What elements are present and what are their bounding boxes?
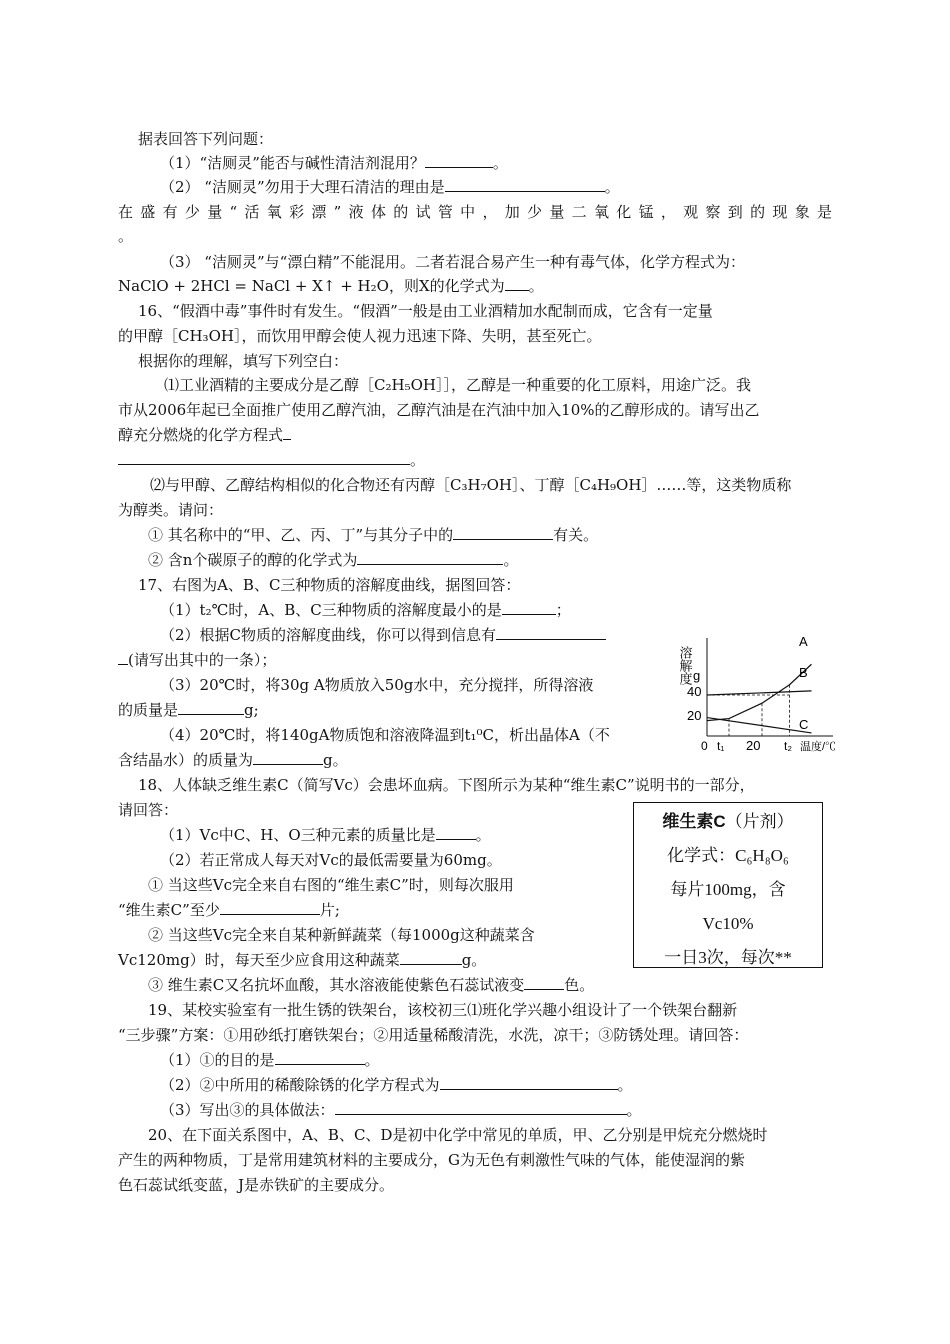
curve-label-b: B [799, 665, 808, 680]
solubility-chart [677, 632, 853, 756]
answer-blank[interactable] [453, 524, 553, 540]
question-19-3: （3）写出③的具体做法： 。 [160, 1101, 642, 1119]
text-line: NaClO + 2HCl = NaCl + X↑ + H₂O，则X的化学式为 。 [118, 277, 544, 295]
text-line: 请回答： [118, 801, 179, 819]
question-16-2-b: ② 含n个碳原子的醇的化学式为 。 [148, 551, 519, 569]
text-line: 的质量是 g; [118, 701, 259, 719]
question-19-1: （1）①的目的是 。 [160, 1051, 380, 1069]
question-19-2: （2）②中所用的稀酸除锈的化学方程式为 。 [160, 1076, 633, 1094]
answer-blank[interactable] [436, 824, 476, 840]
answer-blank[interactable] [253, 749, 323, 765]
answer-blank[interactable] [178, 699, 244, 715]
x-tick-label: 0 [701, 739, 708, 753]
answer-blank[interactable] [445, 176, 605, 192]
question-17: 17、右图为A、B、C三种物质的溶解度曲线，据图回答： [138, 576, 521, 594]
curve-c [707, 718, 812, 733]
answer-blank[interactable] [496, 624, 606, 640]
answer-blank[interactable] [118, 649, 128, 665]
question-19: 19、某校实验室有一批生锈的铁架台，该校初三⑴班化学兴趣小组设计了一个铁架台翻新 [148, 1001, 738, 1019]
answer-blank[interactable] [118, 449, 410, 465]
question-20: 20、在下面关系图中，A、B、C、D是初中化学中常见的单质，甲、乙分别是甲烷充分燃烧时 [148, 1126, 768, 1144]
question-18-2-c: ③ 维生素C又名抗坏血酸，其水溶液能使紫色石蕊试液变 色。 [148, 976, 595, 994]
question-17-2: （2）根据C物质的溶解度曲线，你可以得到信息有 [160, 624, 606, 646]
y-axis-unit: g [693, 668, 701, 683]
question-16-1: ⑴工业酒精的主要成分是乙醇［C₂H₅OH］］，乙醇是一种重要的化工原料，用途广泛。我 [164, 376, 751, 394]
text-line: Vc120mg）时，每天至少应食用这种蔬菜 g。 [118, 951, 487, 969]
text-line: 含结晶水）的质量为 g。 [118, 751, 348, 769]
question-18-2-a: ① 当这些Vc完全来自右图的“维生素C”时，则每次服用 [148, 876, 514, 894]
text-line: 在盛有少量“活氧彩漂”液体的试管中，加少量二氧化锰，观察到的现象是 [118, 203, 832, 221]
label-formula: 化学式：C₆H₈O₆ [667, 846, 789, 865]
text-line: 市从2006年起已全面推广使用乙醇汽油，乙醇汽油是在汽油中加入10%的乙醇形成的。请写出乙 [118, 401, 760, 419]
question-16-2-a: ① 其名称中的“甲、乙、丙、丁”与其分子中的 有关。 [148, 526, 599, 544]
text-line: 产生的两种物质，丁是常用建筑材料的主要成分，G为无色有刺激性气味的气体，能使湿润的紫 [118, 1151, 745, 1169]
answer-line: 。 [118, 449, 425, 471]
text-line: 的甲醇［CH₃OH］，而饮用甲醇会使人视力迅速下降、失明，甚至死亡。 [118, 327, 602, 345]
x-tick-label: t₁ [717, 739, 725, 753]
x-tick-label: 20 [746, 738, 761, 753]
curve-label-c: C [799, 717, 809, 732]
question-16: 16、“假酒中毒”事件时有发生。“假酒”一般是由工业酒精加水配制而成，它含有一定量 [138, 302, 713, 320]
answer-blank[interactable] [283, 424, 291, 440]
vitamin-c-label [633, 802, 823, 968]
text-line: “三步骤”方案：①用砂纸打磨铁架台；②用适量稀酸清洗，水洗，凉干；③防锈处理。请回答： [118, 1026, 749, 1044]
curve-label-a: A [799, 634, 808, 649]
y-tick-label: 40 [687, 684, 702, 699]
label-title: 维生素C [662, 812, 726, 831]
answer-blank[interactable] [220, 899, 320, 915]
curves-group [707, 664, 812, 736]
label-title-suffix: （片剂） [725, 812, 794, 831]
text-line: 色石蕊试纸变蓝，J是赤铁矿的主要成分。 [118, 1176, 395, 1194]
text-line: 根据你的理解，填写下列空白： [138, 352, 349, 370]
question-17-4: （4）20℃时，将140gA物质饱和溶液降温到t₁⁰C，析出晶体A（不 [160, 726, 610, 744]
y-axis-title: 溶解度 [677, 646, 693, 685]
curve-b [707, 691, 812, 695]
label-dosage: 一日3次，每次** [664, 948, 792, 967]
answer-blank[interactable] [505, 275, 529, 291]
x-tick-label: t₂ [784, 739, 792, 753]
question-15-1: （1）“洁厕灵”能否与碱性清洁剂混用？ 。 [160, 154, 508, 172]
answer-blank[interactable] [502, 599, 556, 615]
label-per-tablet: 每片100mg，含 [670, 880, 786, 899]
text-line: “维生素C”至少 片; [118, 901, 340, 919]
text-line: 。 [118, 227, 134, 245]
text-line: 醇充分燃烧的化学方程式 [118, 424, 291, 446]
question-18-2-b: ② 当这些Vc完全来自某种新鲜蔬菜（每1000g这种蔬菜含 [148, 926, 535, 944]
y-tick-label: 20 [687, 708, 702, 723]
question-18-1: （1）Vc中C、H、O三种元素的质量比是 。 [160, 826, 491, 844]
label-vc-content: Vc10% [702, 914, 754, 933]
answer-blank[interactable] [335, 1099, 627, 1115]
answer-blank[interactable] [425, 152, 493, 168]
answer-blank[interactable] [400, 949, 462, 965]
text-line: 据表回答下列问题： [138, 130, 274, 148]
answer-blank[interactable] [275, 1049, 365, 1065]
answer-blank[interactable] [357, 549, 503, 565]
question-17-3: （3）20℃时，将30g A物质放入50g水中，充分搅拌，所得溶液 [160, 676, 594, 694]
x-axis-title: 温度/℃ [800, 741, 837, 753]
text-line: 为醇类。请问： [118, 501, 224, 519]
answer-blank[interactable] [440, 1074, 618, 1090]
question-15-3: （3） “洁厕灵”与“漂白精”不能混用。二者若混合易产生一种有毒气体，化学方程式为： [160, 253, 745, 271]
question-18-2: （2）若正常成人每天对Vc的最低需要量为60mg。 [160, 851, 502, 869]
question-16-2: ⑵与甲醇、乙醇结构相似的化合物还有丙醇［C₃H₇OH］、丁醇［C₄H₉OH］……等，这类物质称 [150, 476, 792, 494]
question-17-1: （1）t₂℃时，A、B、C三种物质的溶解度最小的是 ； [160, 601, 571, 619]
answer-blank[interactable] [524, 974, 564, 990]
question-15-2: （2） “洁厕灵”勿用于大理石清洁的理由是 。 [160, 178, 620, 196]
text-line: (请写出其中的一条）； [118, 649, 276, 671]
question-18: 18、人体缺乏维生素C（简写Vc）会患坏血病。下图所示为某种“维生素C”说明书的一部分， [138, 776, 755, 794]
